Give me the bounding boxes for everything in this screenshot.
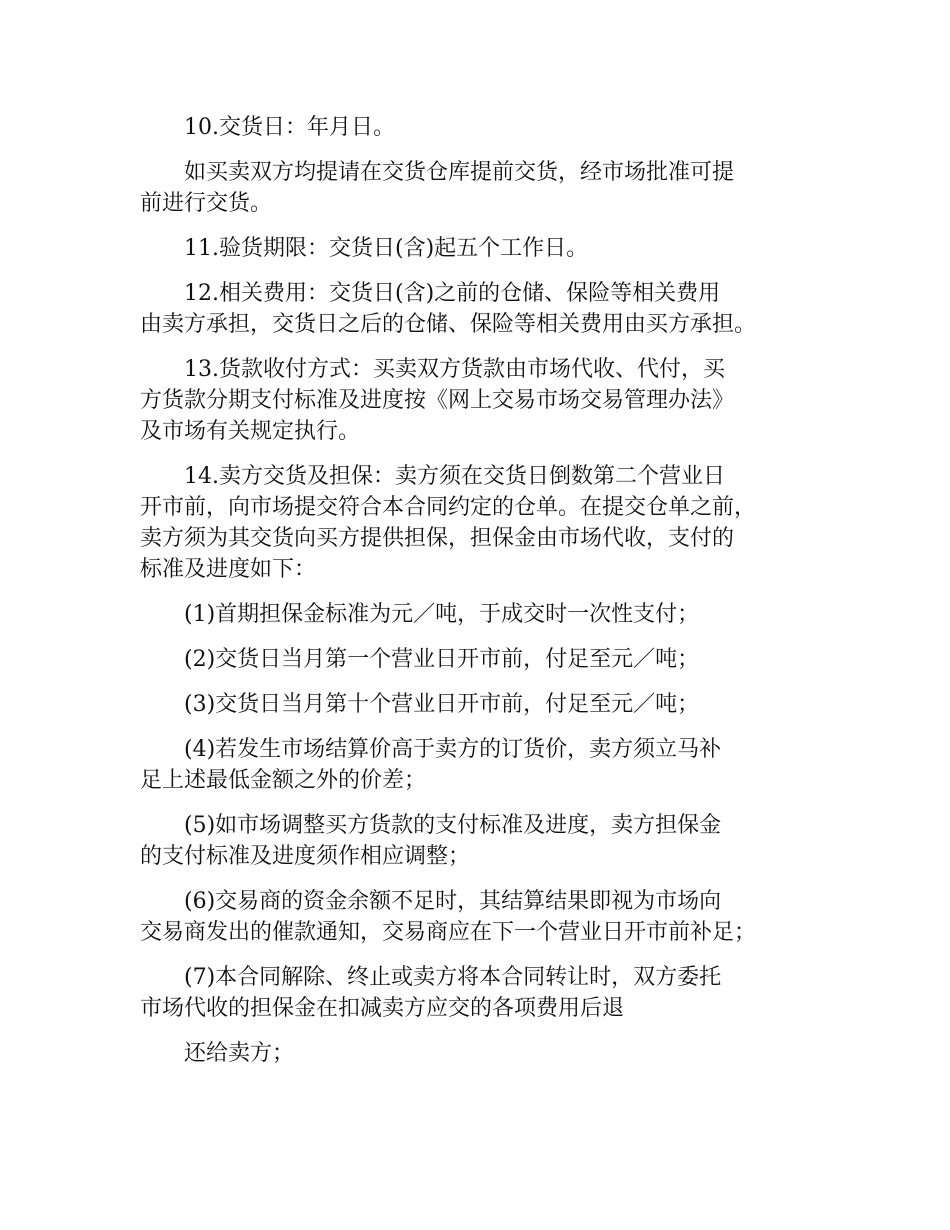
text-line: 的支付标准及进度须作相应调整；: [140, 844, 471, 869]
text-line: 前进行交货。: [140, 191, 273, 216]
text-line: 标准及进度如下：: [140, 557, 317, 582]
clause-12: [140, 278, 830, 340]
text-line: 如买卖双方均提请在交货仓库提前交货，经市场批准可提: [184, 160, 735, 185]
clause-13: [140, 354, 830, 447]
text-line: 由卖方承担，交货日之后的仓储、保险等相关费用由买方承担。: [140, 312, 757, 337]
text-line: 12.相关费用：交货日(含)之前的仓储、保险等相关费用: [184, 281, 721, 306]
text-line: 14.卖方交货及担保：卖方须在交货日倒数第二个营业日: [184, 464, 725, 489]
text-line: (6)交易商的资金余额不足时，其结算结果即视为市场向: [184, 889, 722, 914]
text-line: 足上述最低金额之外的价差；: [140, 768, 427, 793]
clause-11: [140, 233, 830, 264]
clause-10: [140, 112, 830, 143]
text-line: 10.交货日：年月日。: [184, 115, 395, 140]
text-line: 还给卖方；: [184, 1041, 295, 1066]
clause-14-item-1: [140, 599, 830, 630]
text-line: 13.货款收付方式：买卖双方货款由市场代收、代付，买: [184, 357, 725, 382]
text-line: (5)如市场调整买方货款的支付标准及进度，卖方担保金: [184, 813, 722, 838]
text-line: 11.验货期限：交货日(含)起五个工作日。: [184, 236, 589, 261]
clause-14: [140, 461, 830, 585]
text-line: 方货款分期支付标准及进度按《网上交易市场交易管理办法》: [140, 388, 735, 413]
clause-14-item-6: [140, 886, 830, 948]
text-line: (2)交货日当月第一个营业日开市前，付足至元／吨；: [184, 647, 700, 672]
clause-14-item-2: [140, 644, 830, 675]
text-line: 市场代收的担保金在扣减卖方应交的各项费用后退: [140, 996, 625, 1021]
clause-14-item-7: [140, 962, 830, 1024]
text-line: (1)首期担保金标准为元／吨，于成交时一次性支付；: [184, 602, 700, 627]
text-line: (3)交货日当月第十个营业日开市前，付足至元／吨；: [184, 692, 700, 717]
text-line: 及市场有关规定执行。: [140, 419, 361, 444]
text-line: 卖方须为其交货向买方提供担保，担保金由市场代收，支付的: [140, 526, 735, 551]
text-line: 交易商发出的催款通知，交易商应在下一个营业日开市前补足；: [140, 920, 757, 945]
clause-14-item-4: [140, 734, 830, 796]
clause-14-item-5: [140, 810, 830, 872]
text-line: (4)若发生市场结算价高于卖方的订货价，卖方须立马补: [184, 737, 722, 762]
clause-14-item-3: [140, 689, 830, 720]
document-body: [140, 112, 830, 1083]
text-line: (7)本合同解除、终止或卖方将本合同转让时，双方委托: [184, 965, 722, 990]
text-line: 开市前，向市场提交符合本合同约定的仓单。在提交仓单之前，: [140, 495, 757, 520]
clause-14-item-7-continued: [140, 1038, 830, 1069]
clause-10-note: [140, 157, 830, 219]
